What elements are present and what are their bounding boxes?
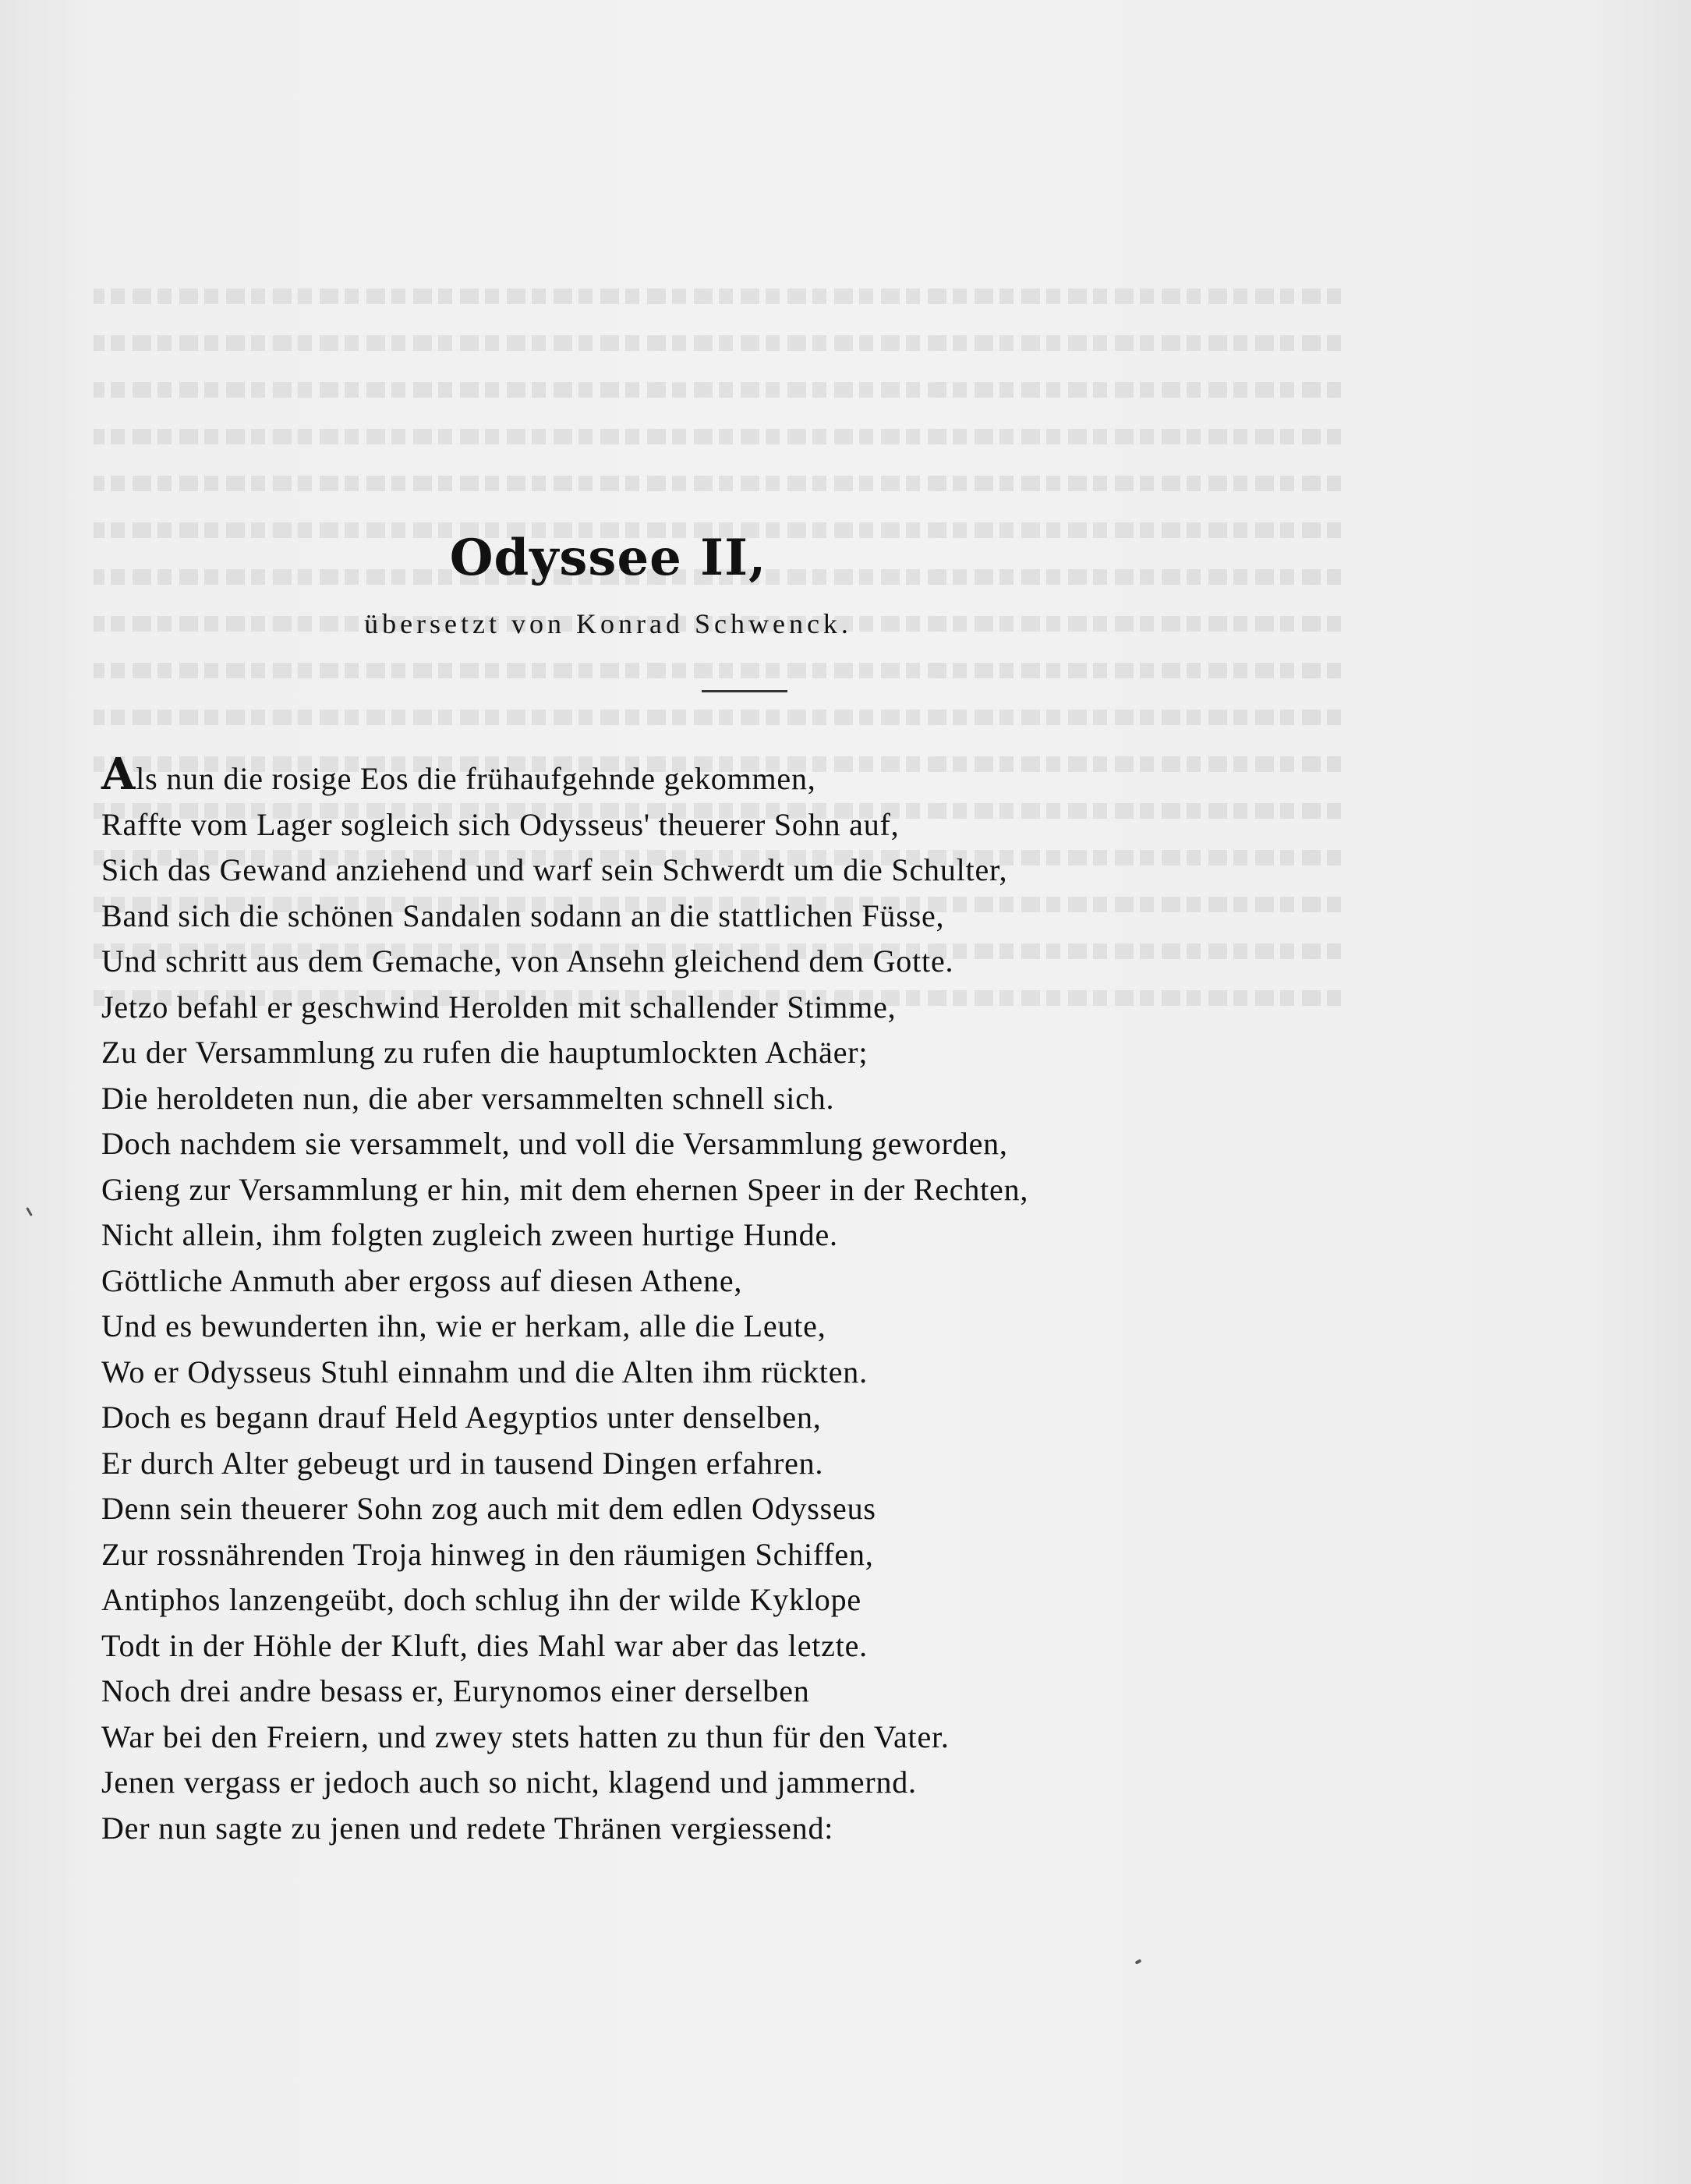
verse-line: Band sich die schönen Sandalen sodann an die stattlichen Füsse, — [101, 897, 945, 933]
ink-speck — [26, 1207, 33, 1216]
bleed-line — [94, 335, 1341, 351]
verse-line: Noch drei andre besass er, Eurynomos einer derselben — [101, 1673, 810, 1708]
poem-body — [101, 749, 1349, 1851]
bleed-line — [94, 382, 1341, 398]
bleed-line — [94, 429, 1341, 444]
poem-title: Odyssee II, — [449, 529, 767, 587]
verse-line: Antiphos lanzengeübt, doch schlug ihn der wilde Kyklope — [101, 1582, 861, 1617]
verse-line: Denn sein theuerer Sohn zog auch mit dem edlen Odysseus — [101, 1491, 876, 1526]
bleed-line — [94, 288, 1341, 304]
ink-speck — [1135, 1959, 1142, 1964]
verse-line: Jetzo befahl er geschwind Herolden mit schallender Stimme, — [101, 989, 897, 1025]
verse-line: Raffte vom Lager sogleich sich Odysseus' theuerer Sohn auf, — [101, 806, 900, 842]
verse-line: Und es bewunderten ihn, wie er herkam, alle die Leute, — [101, 1308, 826, 1343]
verse-line: Göttliche Anmuth aber ergoss auf diesen Athene, — [101, 1262, 743, 1298]
verse-line: Todt in der Höhle der Kluft, dies Mahl war aber das letzte. — [101, 1627, 868, 1663]
verse-line: Zu der Versammlung zu rufen die hauptumlockten Achäer; — [101, 1035, 868, 1070]
bleed-line — [94, 663, 1341, 678]
verse-line: Und schritt aus dem Gemache, von Ansehn gleichend dem Gotte. — [101, 943, 954, 979]
verse-line: Doch es begann drauf Held Aegyptios unter denselben, — [101, 1400, 822, 1435]
verse-line: Die heroldeten nun, die aber versammelten schnell sich. — [101, 1080, 835, 1116]
verse-text: ls nun die rosige Eos die frühaufgehnde gekommen, — [136, 761, 816, 796]
verse-line: Wo er Odysseus Stuhl einnahm und die Alten ihm rückten. — [101, 1354, 868, 1389]
title-divider — [702, 690, 787, 692]
verse-line: Gieng zur Versammlung er hin, mit dem ehernen Speer in der Rechten, — [101, 1171, 1029, 1207]
verse-line: Der nun sagte zu jenen und redete Thränen vergiessend: — [101, 1810, 834, 1846]
verse-line: Nicht allein, ihm folgten zugleich zween hurtige Hunde. — [101, 1217, 838, 1252]
verse-line: Doch nachdem sie versammelt, und voll die Versammlung geworden, — [101, 1126, 1008, 1161]
verse-line: Zur rossnährenden Troja hinweg in den räumigen Schiffen, — [101, 1536, 874, 1572]
verse-line: Er durch Alter gebeugt urd in tausend Dingen erfahren. — [101, 1445, 824, 1481]
verse-line: Sich das Gewand anziehend und warf sein Schwerdt um die Schulter, — [101, 852, 1008, 887]
initial-letter: A — [101, 749, 136, 800]
translator-line: übersetzt von Konrad Schwenck. — [364, 608, 852, 639]
verse-line — [101, 749, 1349, 802]
bleed-line — [94, 710, 1341, 725]
poem-header — [0, 527, 1216, 642]
bleed-line — [94, 476, 1341, 491]
verse-line: War bei den Freiern, und zwey stets hatten zu thun für den Vater. — [101, 1719, 950, 1754]
verse-line: Jenen vergass er jedoch auch so nicht, klagend und jammernd. — [101, 1765, 917, 1800]
